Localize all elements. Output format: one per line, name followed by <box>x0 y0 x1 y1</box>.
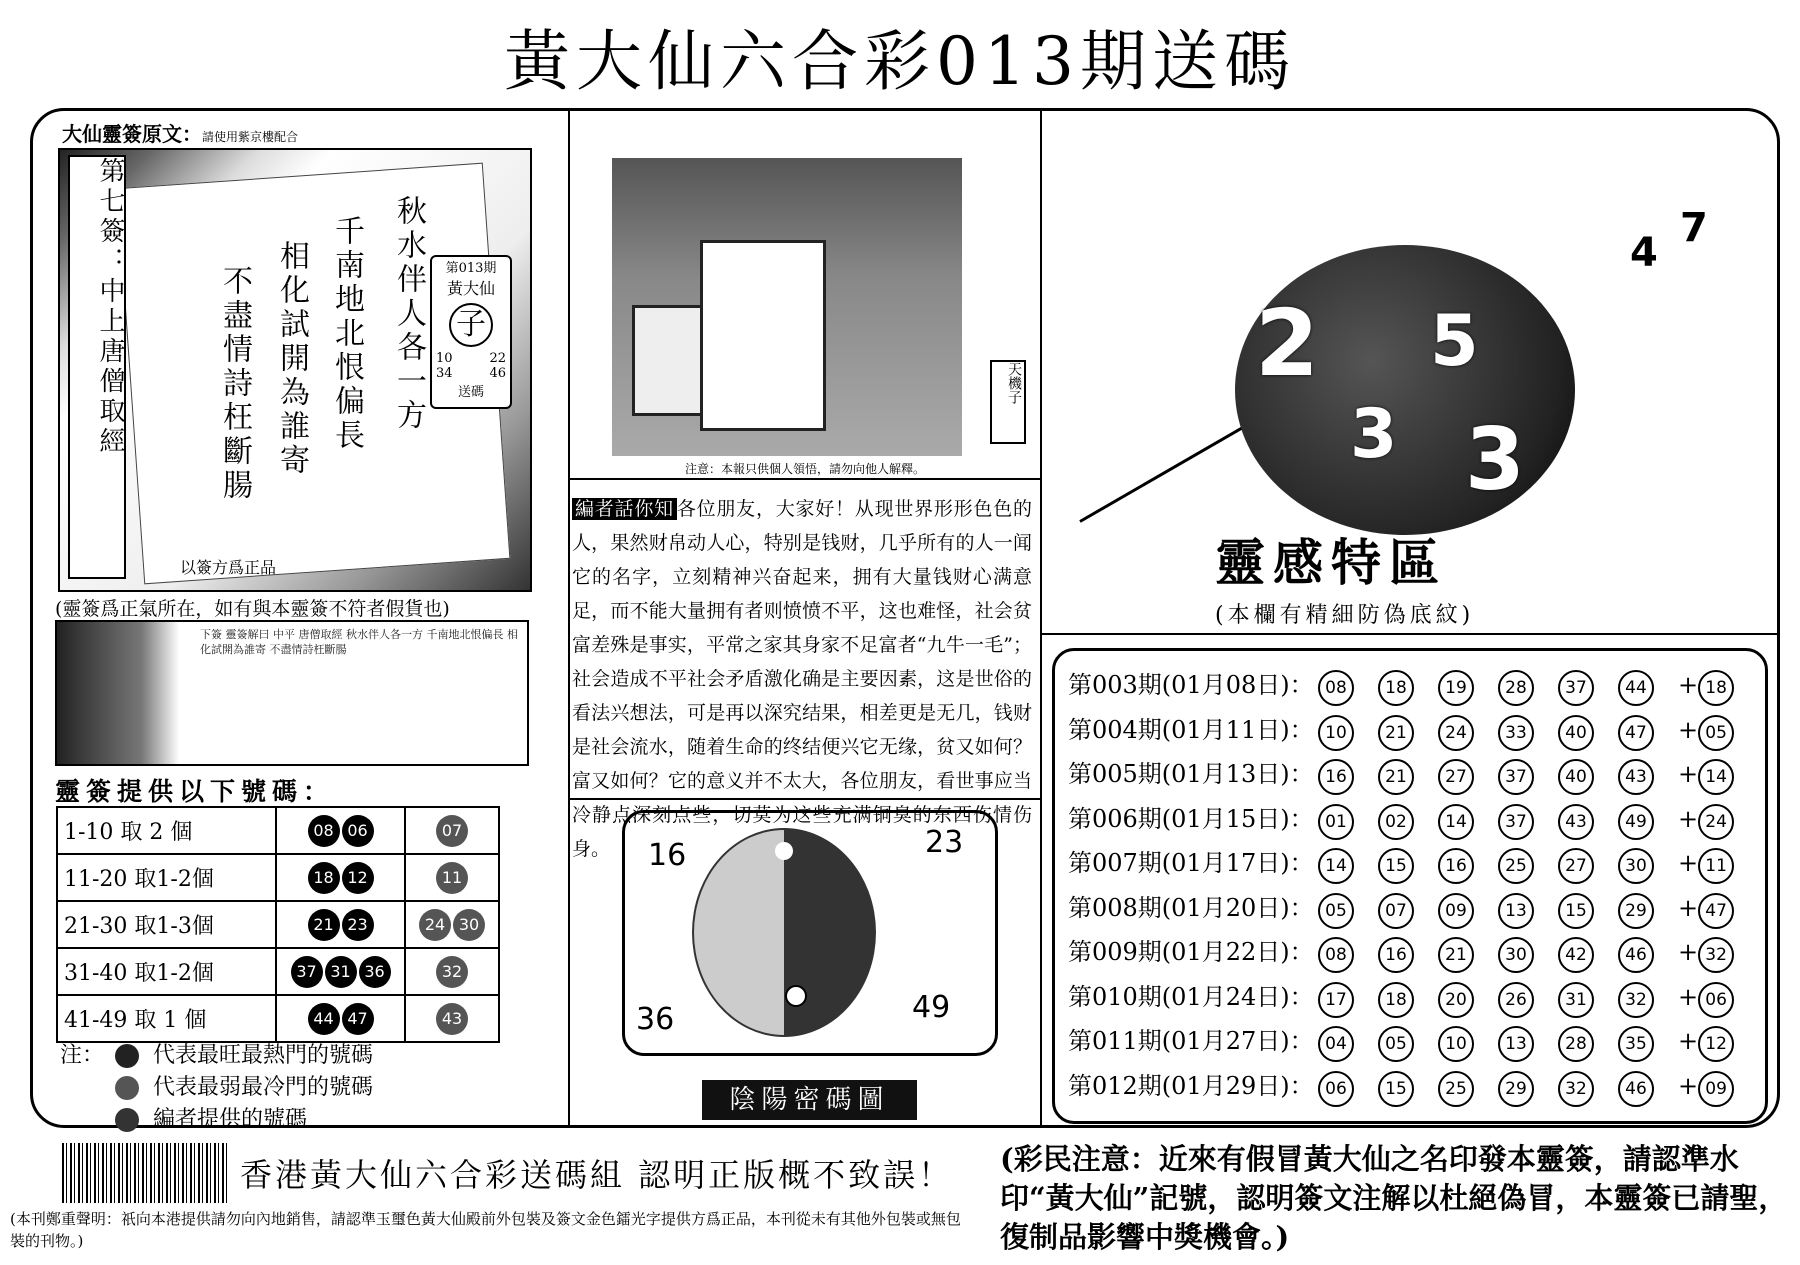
stamp-num-3: 34 <box>436 366 453 381</box>
hot-number-ball: 18 <box>308 862 340 894</box>
result-number: 47 <box>1618 715 1654 751</box>
photo-note: 注意：本報只供個人領悟，請勿向他人解釋。 <box>684 462 925 476</box>
range-label: 11-20 取1-2個 <box>57 854 276 901</box>
hot-number-ball: 23 <box>342 909 374 941</box>
result-number: 43 <box>1558 804 1594 840</box>
legend-hot: 代表最旺最熱門的號碼 <box>153 1043 374 1068</box>
editor-number-ball: 43 <box>436 1003 468 1035</box>
result-number: 37 <box>1498 804 1534 840</box>
result-number: 37 <box>1558 670 1594 706</box>
result-number: 21 <box>1378 759 1414 795</box>
hot-number-ball: 37 <box>291 956 323 988</box>
divider-right <box>1040 110 1042 1126</box>
orb-number-2: 5 <box>1430 300 1479 382</box>
orb-number-3: 3 <box>1350 395 1398 474</box>
original-sign-note: 請使用紫京樓配合 <box>202 130 299 144</box>
result-special-number: 09 <box>1698 1071 1734 1107</box>
result-number: 10 <box>1438 1026 1474 1062</box>
result-number: 21 <box>1438 937 1474 973</box>
result-number: 06 <box>1318 1071 1354 1107</box>
editor-number-ball: 30 <box>453 909 485 941</box>
plus-sign: + <box>1678 1071 1699 1100</box>
stamp-num-4: 46 <box>489 366 506 381</box>
result-number: 46 <box>1618 937 1654 973</box>
result-row <box>1068 843 1734 887</box>
footer-main: 香港黃大仙六合彩送碼組 認明正版概不致誤！ <box>240 1156 954 1194</box>
sign-line-3: 相化試開為誰寄 <box>274 240 309 478</box>
footer-disclaimer: (本刊鄭重聲明：祇向本港提供請勿向內地銷售，請認準玉璽色黃大仙殿前外包裝及簽文金色鐳光字提供方爲正品，本刊從未有其他外包裝或無包裝的刊物。) <box>10 1210 961 1250</box>
yinyang-num-tl: 16 <box>648 838 687 873</box>
result-row <box>1068 799 1734 843</box>
result-number: 18 <box>1378 982 1414 1018</box>
yinyang-dot-dark <box>785 985 807 1007</box>
stamp-suffix: 送碼 <box>457 385 484 400</box>
result-draw-label: 第009期(01月22日)： <box>1068 938 1314 966</box>
result-number: 16 <box>1318 759 1354 795</box>
result-number: 29 <box>1618 893 1654 929</box>
result-special-number: 47 <box>1698 893 1734 929</box>
result-number: 15 <box>1378 1071 1414 1107</box>
range-hot-cell <box>276 995 405 1042</box>
sign-number: 第七簽：中上唐僧取經 <box>68 155 126 579</box>
result-number: 30 <box>1498 937 1534 973</box>
result-number: 04 <box>1318 1026 1354 1062</box>
result-number: 26 <box>1498 982 1534 1018</box>
editor-number-ball: 32 <box>436 956 468 988</box>
result-number: 19 <box>1438 670 1474 706</box>
range-hot-cell <box>276 948 405 995</box>
sign-line-4: 不盡情詩枉斷腸 <box>217 265 252 503</box>
result-number: 13 <box>1498 893 1534 929</box>
range-editor-cell <box>405 901 499 948</box>
result-special-number: 18 <box>1698 670 1734 706</box>
range-hot-cell <box>276 807 405 854</box>
result-number: 40 <box>1558 759 1594 795</box>
result-number: 05 <box>1378 1026 1414 1062</box>
inspiration-subtitle: (本欄有精細防偽底紋) <box>1215 603 1475 628</box>
result-number: 16 <box>1378 937 1414 973</box>
range-row <box>57 807 499 854</box>
range-label: 21-30 取1-3個 <box>57 901 276 948</box>
plus-sign: + <box>1678 671 1699 699</box>
result-number: 13 <box>1498 1026 1534 1062</box>
result-draw-label: 第003期(01月08日)： <box>1068 671 1314 699</box>
legend-cold: 代表最弱最冷門的號碼 <box>153 1075 374 1100</box>
stamp-num-1: 10 <box>436 351 453 366</box>
result-number: 32 <box>1558 1071 1594 1107</box>
result-number: 21 <box>1378 715 1414 751</box>
result-number: 32 <box>1618 982 1654 1018</box>
result-row <box>1068 888 1734 932</box>
yinyang-num-bl: 36 <box>636 1002 675 1037</box>
legend <box>60 1038 373 1134</box>
result-number: 42 <box>1558 937 1594 973</box>
inspiration-title: 靈感特區 <box>1215 533 1447 592</box>
divider-right-horizontal <box>1040 633 1778 635</box>
result-number: 33 <box>1498 715 1534 751</box>
yinyang-label: 陰陽密碼圖 <box>702 1080 917 1120</box>
result-row <box>1068 1066 1734 1110</box>
plus-sign: + <box>1678 849 1699 877</box>
result-number: 24 <box>1438 715 1474 751</box>
range-row <box>57 854 499 901</box>
result-number: 14 <box>1318 848 1354 884</box>
plus-sign: + <box>1678 804 1699 833</box>
result-number: 25 <box>1438 1071 1474 1107</box>
orb-number-6: 7 <box>1680 205 1708 251</box>
result-number: 16 <box>1438 848 1474 884</box>
result-number: 17 <box>1318 982 1354 1018</box>
range-label: 41-49 取 1 個 <box>57 995 276 1042</box>
result-special-number: 24 <box>1698 804 1734 840</box>
result-number: 28 <box>1498 670 1534 706</box>
hot-number-ball: 47 <box>342 1003 374 1035</box>
plus-sign: + <box>1678 1027 1699 1055</box>
result-number: 43 <box>1618 759 1654 795</box>
result-special-number: 11 <box>1698 848 1734 884</box>
hot-number-ball: 36 <box>359 956 391 988</box>
result-row <box>1068 754 1734 798</box>
result-number: 46 <box>1618 1071 1654 1107</box>
result-draw-label: 第008期(01月20日)： <box>1068 893 1314 922</box>
legend-editor: 編者提供的號碼 <box>153 1107 308 1132</box>
legend-prefix: 注： <box>60 1043 105 1068</box>
plus-sign: + <box>1678 760 1699 788</box>
sign-strip-text: 下簽 靈簽解曰 中平 唐僧取經 秋水伴人各一方 千南地北恨偏長 相化試開為誰寄 不盡情詩枉斷腸 <box>200 628 518 656</box>
result-special-number: 05 <box>1698 715 1734 751</box>
result-row <box>1068 1021 1734 1065</box>
result-number: 07 <box>1378 893 1414 929</box>
result-draw-label: 第010期(01月24日)： <box>1068 982 1314 1011</box>
result-number: 02 <box>1378 804 1414 840</box>
page-title: 黃大仙六合彩013期送碼 <box>504 23 1296 100</box>
result-number: 20 <box>1438 982 1474 1018</box>
hot-number-ball: 44 <box>308 1003 340 1035</box>
result-number: 10 <box>1318 715 1354 751</box>
range-editor-cell <box>405 948 499 995</box>
stamp-caption: 以簽方爲正品 <box>180 558 277 577</box>
result-number: 44 <box>1618 670 1654 706</box>
result-special-number: 32 <box>1698 937 1734 973</box>
orb-number-1: 2 <box>1255 290 1320 397</box>
plus-sign: + <box>1678 893 1699 922</box>
hot-number-ball: 08 <box>308 815 340 847</box>
range-editor-cell <box>405 854 499 901</box>
legend-editor-dot <box>115 1108 139 1132</box>
sign-line-2: 千南地北恨偏長 <box>329 215 364 453</box>
result-special-number: 12 <box>1698 1026 1734 1062</box>
range-hot-cell <box>276 854 405 901</box>
photo-side-label: 天機子 <box>990 360 1026 444</box>
original-sign-title: 大仙靈簽原文：請使用紫京樓配合 <box>62 122 299 146</box>
divider-left <box>568 110 570 1126</box>
result-number: 09 <box>1438 893 1474 929</box>
legend-cold-dot <box>115 1076 139 1100</box>
result-number: 29 <box>1498 1071 1534 1107</box>
result-number: 05 <box>1318 893 1354 929</box>
result-draw-label: 第012期(01月29日)： <box>1068 1071 1314 1100</box>
range-row <box>57 901 499 948</box>
result-number: 14 <box>1438 804 1474 840</box>
result-number: 31 <box>1558 982 1594 1018</box>
result-number: 40 <box>1558 715 1594 751</box>
result-number: 35 <box>1618 1026 1654 1062</box>
editor-text: 各位朋友，大家好！从现世界形形色色的人，果然财帛动人心，特别是钱财，几乎所有的人一闻它的名字，立刻精神兴奋起来，拥有大量钱财心满意足，而不能大量拥有者则愤愤不平，这也难怪，社会贫富差殊是事实，平常之家其身家不足富者“九牛一毛”；社会造成不平社会矛盾激化确是主要因素，这是世俗的看法兴想法，可是再以深究结果，相差更是无几，钱财是社会流水，随着生命的终结便兴它无缘，贫又如何？富又如何？它的意义并不太大，各位朋友，看世事应当冷静点深刻点些，切莫为这些充满铜臭的东西伤情伤身。 <box>572 498 1032 860</box>
range-editor-cell <box>405 995 499 1042</box>
result-draw-label: 第011期(01月27日)： <box>1068 1027 1314 1055</box>
range-label: 1-10 取 2 個 <box>57 807 276 854</box>
result-number: 49 <box>1618 804 1654 840</box>
result-number: 15 <box>1558 893 1594 929</box>
result-number: 28 <box>1558 1026 1594 1062</box>
buyer-warning: (彩民注意：近來有假冒黃大仙之名印發本靈簽，請認準水印“黃大仙”記號，認明簽文注解以杜絕偽冒，本靈簽已請聖，復制品影響中獎機會。) <box>1000 1142 1788 1254</box>
range-hot-cell <box>276 901 405 948</box>
stamp-name: 黃大仙 <box>446 279 495 298</box>
sign-line-1: 秋水伴人各一方 <box>391 195 426 433</box>
result-special-number: 14 <box>1698 759 1734 795</box>
editor-number-ball: 24 <box>419 909 451 941</box>
hot-number-ball: 31 <box>325 956 357 988</box>
result-draw-label: 第004期(01月11日)： <box>1068 715 1314 744</box>
sign-stamp <box>430 255 512 409</box>
range-label: 31-40 取1-2個 <box>57 948 276 995</box>
plus-sign: + <box>1678 938 1699 966</box>
stamp-char: 子 <box>449 303 493 347</box>
result-number: 27 <box>1558 848 1594 884</box>
sign-disclaimer: (靈簽爲正氣所在，如有與本靈簽不符者假貨也) <box>55 598 450 620</box>
result-row <box>1068 932 1734 976</box>
result-number: 01 <box>1318 804 1354 840</box>
hot-number-ball: 12 <box>342 862 374 894</box>
yinyang-num-tr: 23 <box>925 825 964 860</box>
house-shape <box>700 240 826 431</box>
divider-mid-1 <box>570 478 1040 480</box>
editor-number-ball: 11 <box>436 862 468 894</box>
result-number: 18 <box>1378 670 1414 706</box>
result-row <box>1068 665 1734 709</box>
number-range-table <box>56 806 500 1043</box>
plus-sign: + <box>1678 715 1699 744</box>
result-row <box>1068 710 1734 754</box>
result-row <box>1068 977 1734 1021</box>
stamp-issue: 第013期 <box>445 261 497 276</box>
result-special-number: 06 <box>1698 982 1734 1018</box>
yinyang-num-br: 49 <box>912 990 951 1025</box>
provide-numbers-title: 靈簽提供以下號碼： <box>55 777 335 806</box>
barcode <box>62 1143 230 1203</box>
legend-hot-dot <box>115 1044 139 1068</box>
hot-number-ball: 21 <box>308 909 340 941</box>
stamp-num-2: 22 <box>489 351 506 366</box>
range-row <box>57 995 499 1042</box>
orb-number-5: 4 <box>1630 230 1658 276</box>
result-number: 08 <box>1318 937 1354 973</box>
editor-number-ball: 07 <box>436 815 468 847</box>
result-draw-label: 第005期(01月13日)： <box>1068 760 1314 788</box>
editor-tag: 編者話你知 <box>572 498 677 520</box>
range-editor-cell <box>405 807 499 854</box>
plus-sign: + <box>1678 982 1699 1011</box>
result-number: 15 <box>1378 848 1414 884</box>
range-row <box>57 948 499 995</box>
result-number: 08 <box>1318 670 1354 706</box>
result-number: 25 <box>1498 848 1534 884</box>
hot-number-ball: 06 <box>342 815 374 847</box>
yinyang-dot-light <box>775 842 793 860</box>
result-number: 37 <box>1498 759 1534 795</box>
result-draw-label: 第006期(01月15日)： <box>1068 804 1314 833</box>
result-number: 30 <box>1618 848 1654 884</box>
result-draw-label: 第007期(01月17日)： <box>1068 849 1314 877</box>
orb-number-4: 3 <box>1465 410 1525 510</box>
result-number: 27 <box>1438 759 1474 795</box>
